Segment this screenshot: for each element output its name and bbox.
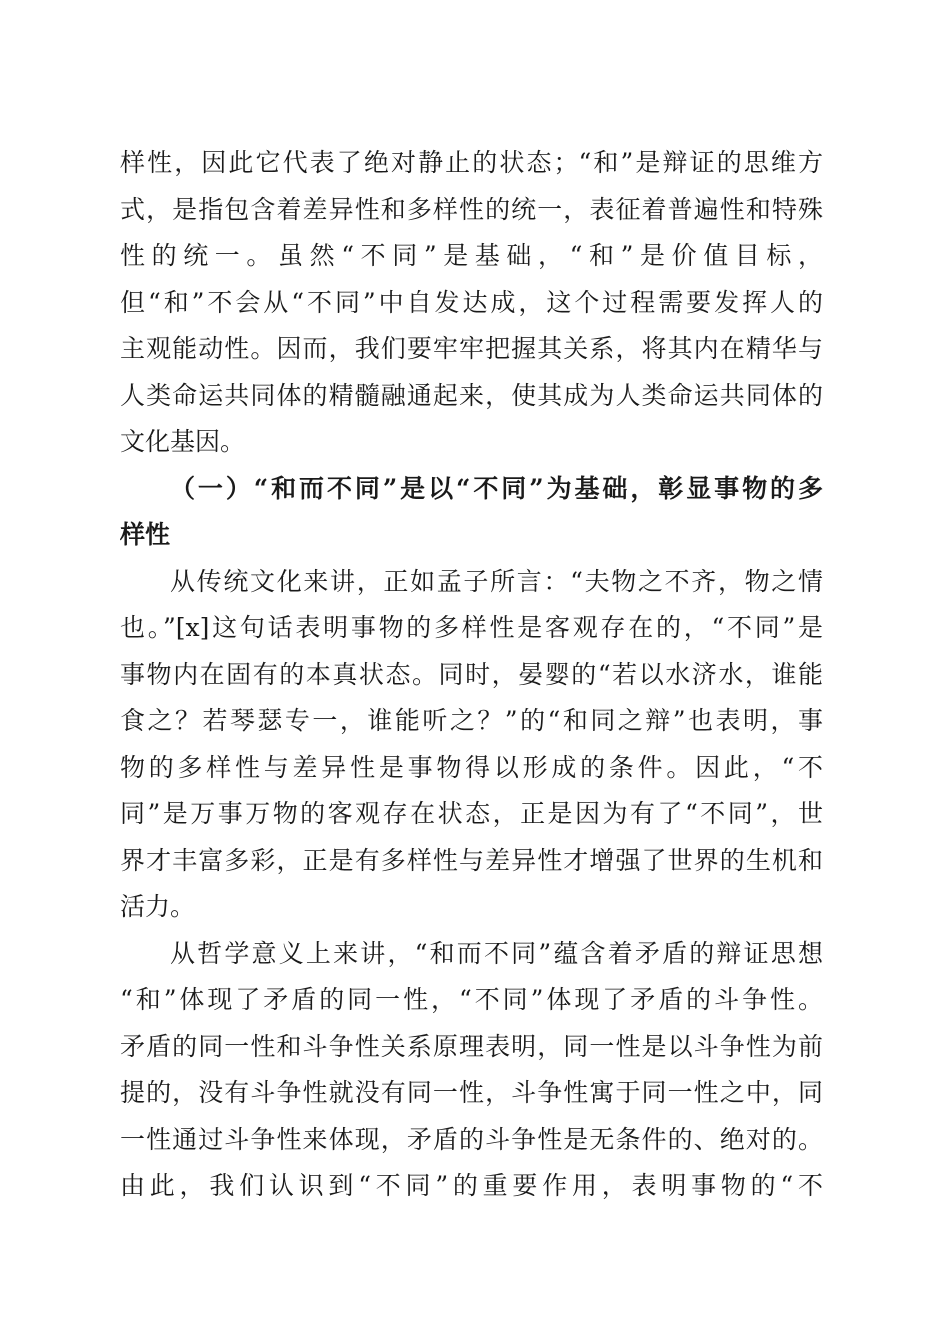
section-heading-continued: 样性 bbox=[120, 520, 171, 549]
document-body bbox=[120, 140, 823, 1210]
text-line: 主观能动性。因而，我们要牢牢把握其关系，将其内在精华与 bbox=[120, 334, 823, 363]
text-line: 事物内在固有的本真状态。同时，晏婴的“若以水济水，谁能 bbox=[120, 659, 823, 689]
text-line: 同”是万事万物的客观存在状态，正是因为有了“不同”，世 bbox=[120, 799, 823, 828]
text-line: 性的统一。虽然“不同”是基础，“和”是价值目标， bbox=[120, 241, 823, 270]
text-line: 式，是指包含着差异性和多样性的统一，表征着普遍性和特殊 bbox=[120, 194, 823, 224]
text-line: 食之？若琴瑟专一，谁能听之？”的“和同之辩”也表明，事 bbox=[120, 706, 823, 735]
paragraph-first-line: 从传统文化来讲，正如孟子所言：“夫物之不齐，物之情 bbox=[170, 566, 823, 596]
text-line: 提的，没有斗争性就没有同一性，斗争性寓于同一性之中，同 bbox=[120, 1078, 823, 1107]
text-line: 但“和”不会从“不同”中自发达成，这个过程需要发挥人的 bbox=[120, 287, 823, 317]
text-line: 一性通过斗争性来体现，矛盾的斗争性是无条件的、绝对的。 bbox=[120, 1124, 823, 1154]
text-line: 界才丰富多彩，正是有多样性与差异性才增强了世界的生机和 bbox=[120, 845, 823, 875]
text-line: 活力。 bbox=[120, 892, 196, 921]
text-line: 矛盾的同一性和斗争性关系原理表明，同一性是以斗争性为前 bbox=[120, 1031, 823, 1061]
text-line: 样性，因此它代表了绝对静止的状态；“和”是辩证的思维方 bbox=[120, 148, 823, 177]
paragraph-first-line: 从哲学意义上来讲，“和而不同”蕴含着矛盾的辩证思想 bbox=[170, 938, 823, 968]
text-line: 由此，我们认识到“不同”的重要作用，表明事物的“不 bbox=[120, 1171, 823, 1200]
text-line: 物的多样性与差异性是事物得以形成的条件。因此，“不 bbox=[120, 752, 823, 782]
text-line: 人类命运共同体的精髓融通起来，使其成为人类命运共同体的 bbox=[120, 380, 823, 410]
text-line: 也。”[x]这句话表明事物的多样性是客观存在的，“不同”是 bbox=[120, 613, 823, 642]
text-line: “和”体现了矛盾的同一性，“不同”体现了矛盾的斗争性。 bbox=[120, 985, 823, 1014]
section-heading: （一）“和而不同”是以“不同”为基础，彰显事物的多 bbox=[170, 473, 823, 503]
text-line: 文化基因。 bbox=[120, 427, 246, 456]
